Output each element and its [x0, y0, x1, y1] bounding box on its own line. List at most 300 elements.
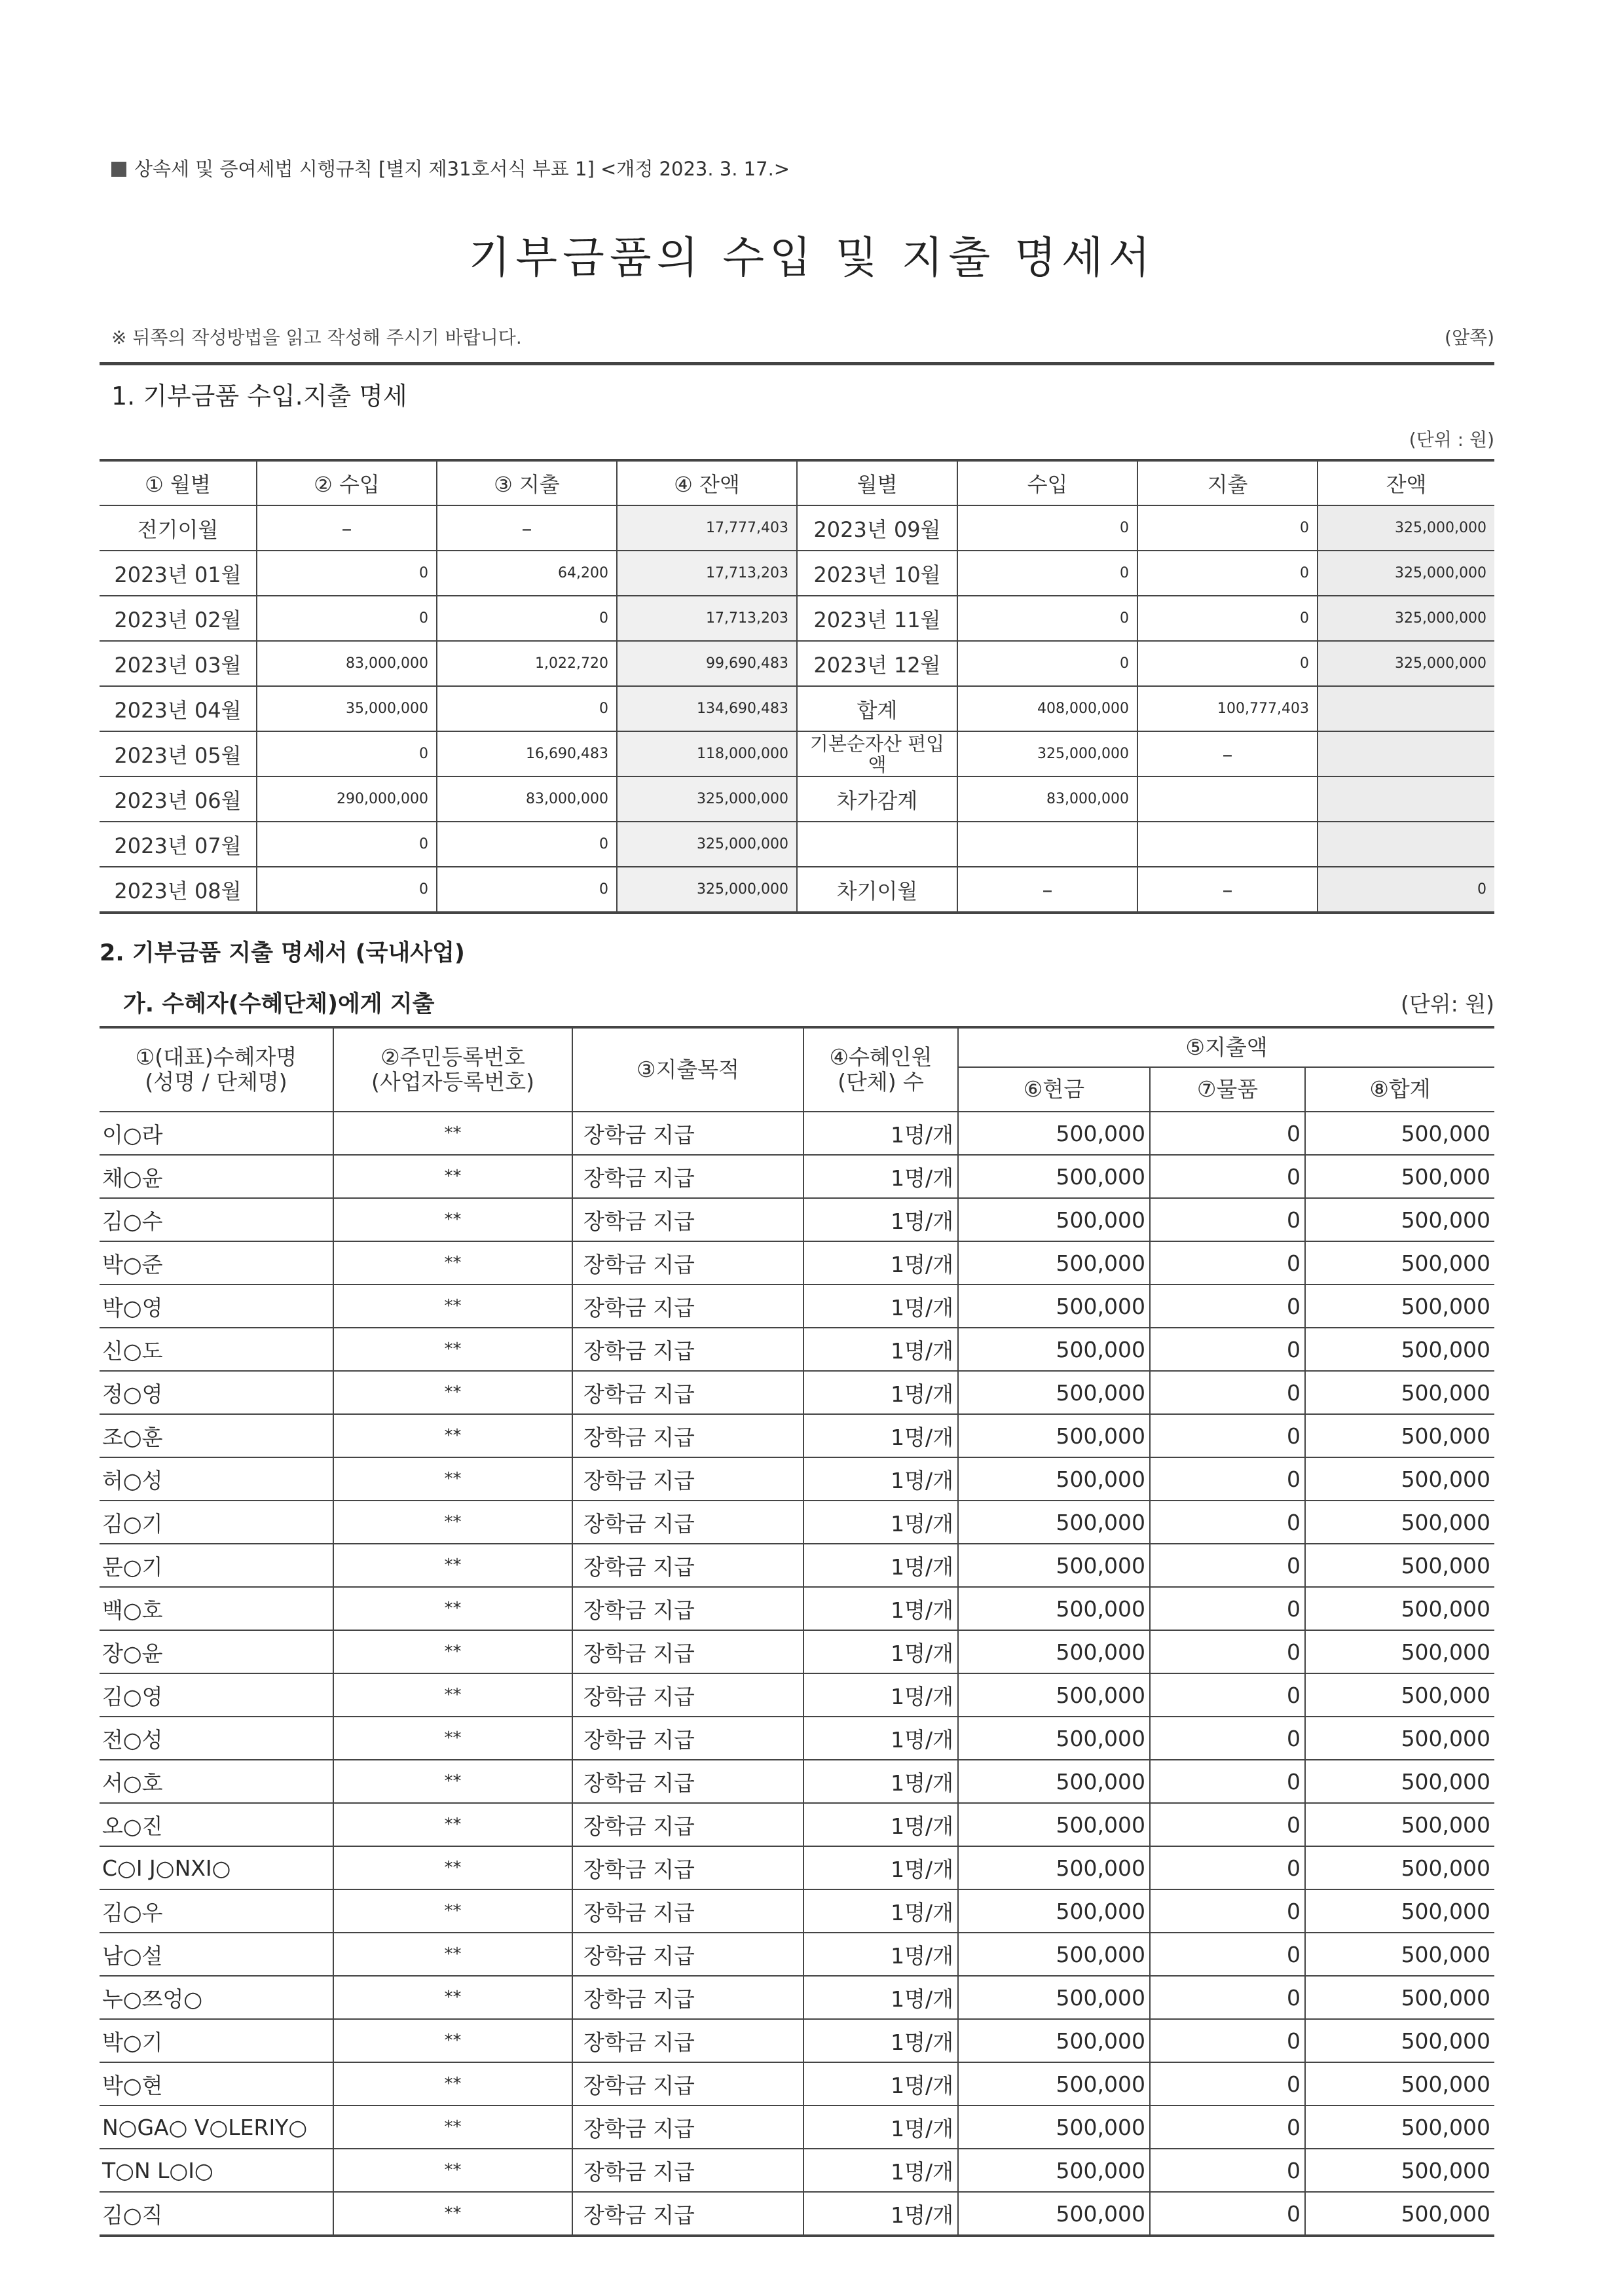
- table-row: [100, 2192, 1494, 2236]
- summary-header-cell: 수입: [957, 460, 1137, 505]
- cell-cash: 500,000: [958, 2019, 1150, 2062]
- summary-cell-expense: 0: [437, 686, 617, 731]
- cell-purpose: 장학금 지급: [572, 1328, 803, 1371]
- summary-cell-income: 0: [957, 551, 1137, 596]
- summary-row: [100, 686, 1494, 731]
- cell-id: **: [333, 2149, 572, 2192]
- cell-count: 1명/개: [803, 2019, 958, 2062]
- cell-purpose: 장학금 지급: [572, 1760, 803, 1803]
- summary-cell-month: 2023년 02월: [100, 596, 257, 641]
- summary-header-cell: ② 수입: [257, 460, 437, 505]
- cell-cash: 500,000: [958, 1414, 1150, 1457]
- summary-row: [100, 822, 1494, 867]
- summary-row: [100, 596, 1494, 641]
- summary-cell-month: 차기이월: [797, 867, 957, 913]
- summary-cell-expense: 83,000,000: [437, 776, 617, 822]
- cell-cash: 500,000: [958, 2192, 1150, 2236]
- summary-cell-month: 2023년 12월: [797, 641, 957, 686]
- table-row: [100, 2062, 1494, 2105]
- cell-count: 1명/개: [803, 1630, 958, 1673]
- table-row: [100, 1198, 1494, 1241]
- summary-cell-month: 차가감계: [797, 776, 957, 822]
- section1-unit: (단위 : 원): [1409, 429, 1494, 450]
- cell-name: 누○쯔엉○: [100, 1976, 333, 2019]
- cell-count: 1명/개: [803, 1457, 958, 1501]
- cell-total: 500,000: [1305, 2019, 1494, 2062]
- cell-total: 500,000: [1305, 1673, 1494, 1717]
- summary-cell-income: 35,000,000: [257, 686, 437, 731]
- cell-count: 1명/개: [803, 1760, 958, 1803]
- summary-cell-expense: –: [1137, 867, 1318, 913]
- summary-cell-income: 0: [257, 551, 437, 596]
- summary-row: [100, 641, 1494, 686]
- cell-cash: 500,000: [958, 2105, 1150, 2149]
- table-row: [100, 1544, 1494, 1587]
- cell-total: 500,000: [1305, 1544, 1494, 1587]
- cell-name: 이○라: [100, 1112, 333, 1155]
- table-row: [100, 1933, 1494, 1976]
- table-row: [100, 1803, 1494, 1846]
- summary-cell-balance: 17,713,203: [617, 596, 797, 641]
- cell-count: 1명/개: [803, 1501, 958, 1544]
- cell-id: **: [333, 1112, 572, 1155]
- cell-total: 500,000: [1305, 1717, 1494, 1760]
- table-row: [100, 1414, 1494, 1457]
- cell-cash: 500,000: [958, 1198, 1150, 1241]
- summary-cell-expense: 0: [437, 596, 617, 641]
- cell-cash: 500,000: [958, 1933, 1150, 1976]
- cell-count: 1명/개: [803, 2105, 958, 2149]
- table-row: [100, 1760, 1494, 1803]
- cell-count: 1명/개: [803, 1198, 958, 1241]
- cell-cash: 500,000: [958, 1501, 1150, 1544]
- summary-cell-expense: 0: [437, 867, 617, 913]
- cell-purpose: 장학금 지급: [572, 1976, 803, 2019]
- cell-count: 1명/개: [803, 1846, 958, 1889]
- summary-cell-balance: 17,713,203: [617, 551, 797, 596]
- summary-cell-expense: [1137, 822, 1318, 867]
- cell-purpose: 장학금 지급: [572, 1501, 803, 1544]
- header-recipient: ①(대표)수혜자명 (성명 / 단체명): [100, 1027, 333, 1112]
- cell-id: **: [333, 1717, 572, 1760]
- summary-cell-balance: 0: [1318, 867, 1494, 913]
- summary-header-cell: ③ 지출: [437, 460, 617, 505]
- cell-purpose: 장학금 지급: [572, 1198, 803, 1241]
- cell-purpose: 장학금 지급: [572, 1587, 803, 1630]
- cell-id: **: [333, 1673, 572, 1717]
- cell-total: 500,000: [1305, 1155, 1494, 1198]
- header-purpose: ③지출목적: [572, 1027, 803, 1112]
- cell-goods: 0: [1150, 1155, 1305, 1198]
- cell-purpose: 장학금 지급: [572, 1155, 803, 1198]
- summary-cell-income: [957, 822, 1137, 867]
- cell-total: 500,000: [1305, 1198, 1494, 1241]
- cell-purpose: 장학금 지급: [572, 1241, 803, 1285]
- summary-cell-balance: 325,000,000: [1318, 551, 1494, 596]
- cell-name: 채○윤: [100, 1155, 333, 1198]
- cell-id: **: [333, 1630, 572, 1673]
- monthly-summary-table: [100, 459, 1494, 914]
- summary-row: [100, 867, 1494, 913]
- cell-purpose: 장학금 지급: [572, 1112, 803, 1155]
- table-row: [100, 1285, 1494, 1328]
- summary-header-cell: ① 월별: [100, 460, 257, 505]
- cell-name: 김○우: [100, 1889, 333, 1933]
- cell-id: **: [333, 1198, 572, 1241]
- cell-name: 박○기: [100, 2019, 333, 2062]
- summary-cell-month: 2023년 01월: [100, 551, 257, 596]
- cell-count: 1명/개: [803, 1933, 958, 1976]
- cell-goods: 0: [1150, 1933, 1305, 1976]
- cell-purpose: 장학금 지급: [572, 1673, 803, 1717]
- cell-name: 박○준: [100, 1241, 333, 1285]
- header-total: ⑧합계: [1305, 1067, 1494, 1112]
- cell-total: 500,000: [1305, 1630, 1494, 1673]
- cell-cash: 500,000: [958, 1846, 1150, 1889]
- cell-cash: 500,000: [958, 1285, 1150, 1328]
- cell-name: 남○설: [100, 1933, 333, 1976]
- cell-goods: 0: [1150, 1112, 1305, 1155]
- cell-id: **: [333, 1501, 572, 1544]
- cell-count: 1명/개: [803, 1803, 958, 1846]
- cell-name: 서○호: [100, 1760, 333, 1803]
- cell-goods: 0: [1150, 2105, 1305, 2149]
- cell-cash: 500,000: [958, 1241, 1150, 1285]
- summary-cell-balance: [1318, 686, 1494, 731]
- summary-cell-balance: [1318, 731, 1494, 776]
- cell-total: 500,000: [1305, 2105, 1494, 2149]
- cell-purpose: 장학금 지급: [572, 1544, 803, 1587]
- summary-row: [100, 551, 1494, 596]
- cell-purpose: 장학금 지급: [572, 2019, 803, 2062]
- summary-cell-income: 0: [257, 867, 437, 913]
- cell-purpose: 장학금 지급: [572, 2105, 803, 2149]
- cell-total: 500,000: [1305, 1587, 1494, 1630]
- cell-count: 1명/개: [803, 2149, 958, 2192]
- cell-cash: 500,000: [958, 2062, 1150, 2105]
- table-row: [100, 1889, 1494, 1933]
- cell-cash: 500,000: [958, 1587, 1150, 1630]
- summary-cell-income: 0: [957, 641, 1137, 686]
- cell-count: 1명/개: [803, 1328, 958, 1371]
- summary-row: [100, 776, 1494, 822]
- cell-count: 1명/개: [803, 1112, 958, 1155]
- cell-total: 500,000: [1305, 2149, 1494, 2192]
- cell-goods: 0: [1150, 1976, 1305, 2019]
- cell-total: 500,000: [1305, 1976, 1494, 2019]
- cell-name: 김○수: [100, 1198, 333, 1241]
- summary-cell-month: 2023년 08월: [100, 867, 257, 913]
- header-amount: ⑤지출액: [958, 1027, 1494, 1067]
- cell-purpose: 장학금 지급: [572, 1414, 803, 1457]
- table-row: [100, 1587, 1494, 1630]
- summary-header-cell: ④ 잔액: [617, 460, 797, 505]
- expenditure-table: [100, 1026, 1494, 2237]
- cell-name: 신○도: [100, 1328, 333, 1371]
- table-row: [100, 1371, 1494, 1414]
- cell-name: 조○훈: [100, 1414, 333, 1457]
- cell-total: 500,000: [1305, 1803, 1494, 1846]
- document-title: 기부금품의 수입 및 지출 명세서: [468, 232, 1156, 283]
- summary-header-cell: 월별: [797, 460, 957, 505]
- summary-cell-expense: –: [1137, 731, 1318, 776]
- summary-cell-month: 2023년 06월: [100, 776, 257, 822]
- header-registration-number: ②주민등록번호 (사업자등록번호): [333, 1027, 572, 1112]
- cell-total: 500,000: [1305, 1501, 1494, 1544]
- summary-cell-balance: 17,777,403: [617, 505, 797, 551]
- header-cash: ⑥현금: [958, 1067, 1150, 1112]
- cell-purpose: 장학금 지급: [572, 2062, 803, 2105]
- table-row: [100, 1112, 1494, 1155]
- cell-name: 오○진: [100, 1803, 333, 1846]
- summary-cell-income: 408,000,000: [957, 686, 1137, 731]
- cell-id: **: [333, 2192, 572, 2236]
- cell-cash: 500,000: [958, 1976, 1150, 2019]
- cell-goods: 0: [1150, 1328, 1305, 1371]
- summary-cell-month: 2023년 05월: [100, 731, 257, 776]
- summary-cell-balance: 325,000,000: [1318, 641, 1494, 686]
- summary-cell-month: 기본순자산 편입액: [797, 731, 957, 776]
- section2-subtitle: 가. 수혜자(수혜단체)에게 지출: [123, 991, 435, 1017]
- cell-count: 1명/개: [803, 1544, 958, 1587]
- cell-cash: 500,000: [958, 1889, 1150, 1933]
- cell-total: 500,000: [1305, 1760, 1494, 1803]
- cell-id: **: [333, 1846, 572, 1889]
- cell-id: **: [333, 1889, 572, 1933]
- summary-cell-month: 2023년 03월: [100, 641, 257, 686]
- cell-name: C○I J○NXI○: [100, 1846, 333, 1889]
- cell-id: **: [333, 1285, 572, 1328]
- summary-cell-month: 2023년 11월: [797, 596, 957, 641]
- cell-id: **: [333, 1328, 572, 1371]
- summary-cell-expense: 0: [437, 822, 617, 867]
- cell-count: 1명/개: [803, 1285, 958, 1328]
- cell-name: 장○윤: [100, 1630, 333, 1673]
- cell-name: 박○영: [100, 1285, 333, 1328]
- cell-name: T○N L○I○: [100, 2149, 333, 2192]
- cell-total: 500,000: [1305, 1241, 1494, 1285]
- instruction-note: ※ 뒤쪽의 작성방법을 읽고 작성해 주시기 바랍니다.: [111, 327, 522, 348]
- cell-id: **: [333, 1371, 572, 1414]
- table-row: [100, 1717, 1494, 1760]
- cell-goods: 0: [1150, 1198, 1305, 1241]
- cell-id: **: [333, 1760, 572, 1803]
- cell-id: **: [333, 1587, 572, 1630]
- table-row: [100, 1501, 1494, 1544]
- cell-purpose: 장학금 지급: [572, 1285, 803, 1328]
- table-row: [100, 1846, 1494, 1889]
- cell-count: 1명/개: [803, 1414, 958, 1457]
- summary-row: [100, 505, 1494, 551]
- square-bullet-icon: [111, 162, 126, 177]
- cell-cash: 500,000: [958, 1155, 1150, 1198]
- cell-goods: 0: [1150, 1803, 1305, 1846]
- header-recipient-count: ④수혜인원 (단체) 수: [803, 1027, 958, 1112]
- section1-title: 1. 기부금품 수입.지출 명세: [111, 382, 407, 410]
- cell-id: **: [333, 2062, 572, 2105]
- cell-cash: 500,000: [958, 1803, 1150, 1846]
- cell-cash: 500,000: [958, 1760, 1150, 1803]
- header-divider: [100, 362, 1494, 365]
- cell-count: 1명/개: [803, 1673, 958, 1717]
- cell-name: 김○기: [100, 1501, 333, 1544]
- summary-cell-expense: [1137, 776, 1318, 822]
- summary-cell-income: 0: [957, 505, 1137, 551]
- summary-header-row: [100, 460, 1494, 505]
- summary-cell-month: 전기이월: [100, 505, 257, 551]
- cell-count: 1명/개: [803, 2192, 958, 2236]
- table-row: [100, 1155, 1494, 1198]
- cell-goods: 0: [1150, 1760, 1305, 1803]
- cell-total: 500,000: [1305, 1457, 1494, 1501]
- cell-total: 500,000: [1305, 2192, 1494, 2236]
- cell-goods: 0: [1150, 2019, 1305, 2062]
- cell-total: 500,000: [1305, 1285, 1494, 1328]
- header-goods: ⑦물품: [1150, 1067, 1305, 1112]
- cell-goods: 0: [1150, 2062, 1305, 2105]
- summary-cell-income: 0: [257, 822, 437, 867]
- cell-name: 전○성: [100, 1717, 333, 1760]
- cell-goods: 0: [1150, 2149, 1305, 2192]
- summary-cell-balance: 325,000,000: [617, 822, 797, 867]
- table-row: [100, 2105, 1494, 2149]
- cell-purpose: 장학금 지급: [572, 1371, 803, 1414]
- summary-cell-expense: 64,200: [437, 551, 617, 596]
- cell-name: 허○성: [100, 1457, 333, 1501]
- section2-unit: (단위: 원): [1401, 991, 1494, 1017]
- page-side-label: (앞쪽): [1445, 327, 1494, 348]
- cell-total: 500,000: [1305, 1112, 1494, 1155]
- summary-cell-expense: 100,777,403: [1137, 686, 1318, 731]
- table-row: [100, 1241, 1494, 1285]
- cell-goods: 0: [1150, 1587, 1305, 1630]
- summary-cell-expense: 16,690,483: [437, 731, 617, 776]
- cell-id: **: [333, 2019, 572, 2062]
- cell-id: **: [333, 1241, 572, 1285]
- cell-id: **: [333, 1155, 572, 1198]
- table-row: [100, 1976, 1494, 2019]
- cell-purpose: 장학금 지급: [572, 1803, 803, 1846]
- summary-cell-income: –: [257, 505, 437, 551]
- cell-cash: 500,000: [958, 1630, 1150, 1673]
- summary-row: [100, 731, 1494, 776]
- cell-name: 김○직: [100, 2192, 333, 2236]
- cell-purpose: 장학금 지급: [572, 1457, 803, 1501]
- summary-cell-balance: 325,000,000: [617, 867, 797, 913]
- summary-cell-expense: 0: [1137, 505, 1318, 551]
- cell-goods: 0: [1150, 1371, 1305, 1414]
- section2-title: 2. 기부금품 지출 명세서 (국내사업): [100, 940, 465, 966]
- cell-goods: 0: [1150, 1889, 1305, 1933]
- cell-count: 1명/개: [803, 1889, 958, 1933]
- cell-id: **: [333, 1803, 572, 1846]
- summary-cell-income: 83,000,000: [257, 641, 437, 686]
- law-reference-text: 상속세 및 증여세법 시행규칙 [별지 제31호서식 부표 1] <개정 2023. 3. 17.>: [134, 158, 790, 180]
- cell-count: 1명/개: [803, 1717, 958, 1760]
- cell-cash: 500,000: [958, 1112, 1150, 1155]
- table-row: [100, 1328, 1494, 1371]
- summary-cell-balance: [1318, 822, 1494, 867]
- summary-cell-expense: –: [437, 505, 617, 551]
- cell-goods: 0: [1150, 1846, 1305, 1889]
- summary-cell-balance: 134,690,483: [617, 686, 797, 731]
- cell-total: 500,000: [1305, 1889, 1494, 1933]
- cell-goods: 0: [1150, 1285, 1305, 1328]
- summary-cell-month: 2023년 09월: [797, 505, 957, 551]
- summary-cell-income: 0: [257, 731, 437, 776]
- cell-purpose: 장학금 지급: [572, 1889, 803, 1933]
- cell-cash: 500,000: [958, 1371, 1150, 1414]
- summary-cell-month: 2023년 10월: [797, 551, 957, 596]
- cell-id: **: [333, 1544, 572, 1587]
- cell-purpose: 장학금 지급: [572, 1630, 803, 1673]
- cell-total: 500,000: [1305, 1414, 1494, 1457]
- summary-cell-expense: 0: [1137, 641, 1318, 686]
- table-row: [100, 1457, 1494, 1501]
- cell-cash: 500,000: [958, 1673, 1150, 1717]
- summary-cell-expense: 1,022,720: [437, 641, 617, 686]
- cell-goods: 0: [1150, 2192, 1305, 2236]
- summary-cell-balance: 325,000,000: [1318, 596, 1494, 641]
- summary-cell-income: 0: [257, 596, 437, 641]
- law-reference: [111, 155, 790, 181]
- cell-id: **: [333, 1933, 572, 1976]
- cell-name: N○GA○ V○LERIY○: [100, 2105, 333, 2149]
- cell-total: 500,000: [1305, 1933, 1494, 1976]
- summary-cell-balance: 325,000,000: [617, 776, 797, 822]
- cell-purpose: 장학금 지급: [572, 2192, 803, 2236]
- cell-count: 1명/개: [803, 1976, 958, 2019]
- summary-cell-income: –: [957, 867, 1137, 913]
- table-row: [100, 2149, 1494, 2192]
- cell-purpose: 장학금 지급: [572, 1846, 803, 1889]
- cell-cash: 500,000: [958, 1544, 1150, 1587]
- summary-cell-month: [797, 822, 957, 867]
- cell-count: 1명/개: [803, 2062, 958, 2105]
- cell-goods: 0: [1150, 1673, 1305, 1717]
- cell-name: 정○영: [100, 1371, 333, 1414]
- cell-id: **: [333, 2105, 572, 2149]
- cell-goods: 0: [1150, 1630, 1305, 1673]
- cell-id: **: [333, 1976, 572, 2019]
- cell-id: **: [333, 1414, 572, 1457]
- table-row: [100, 1673, 1494, 1717]
- cell-goods: 0: [1150, 1241, 1305, 1285]
- cell-name: 박○현: [100, 2062, 333, 2105]
- cell-goods: 0: [1150, 1414, 1305, 1457]
- cell-cash: 500,000: [958, 2149, 1150, 2192]
- cell-goods: 0: [1150, 1717, 1305, 1760]
- cell-cash: 500,000: [958, 1457, 1150, 1501]
- cell-goods: 0: [1150, 1544, 1305, 1587]
- cell-purpose: 장학금 지급: [572, 2149, 803, 2192]
- cell-goods: 0: [1150, 1457, 1305, 1501]
- summary-cell-income: 290,000,000: [257, 776, 437, 822]
- summary-cell-expense: 0: [1137, 551, 1318, 596]
- summary-cell-expense: 0: [1137, 596, 1318, 641]
- summary-header-cell: 잔액: [1318, 460, 1494, 505]
- summary-cell-income: 325,000,000: [957, 731, 1137, 776]
- summary-header-cell: 지출: [1137, 460, 1318, 505]
- cell-count: 1명/개: [803, 1155, 958, 1198]
- cell-name: 문○기: [100, 1544, 333, 1587]
- cell-id: **: [333, 1457, 572, 1501]
- summary-cell-month: 합계: [797, 686, 957, 731]
- summary-cell-month: 2023년 07월: [100, 822, 257, 867]
- summary-cell-balance: [1318, 776, 1494, 822]
- cell-count: 1명/개: [803, 1371, 958, 1414]
- cell-goods: 0: [1150, 1501, 1305, 1544]
